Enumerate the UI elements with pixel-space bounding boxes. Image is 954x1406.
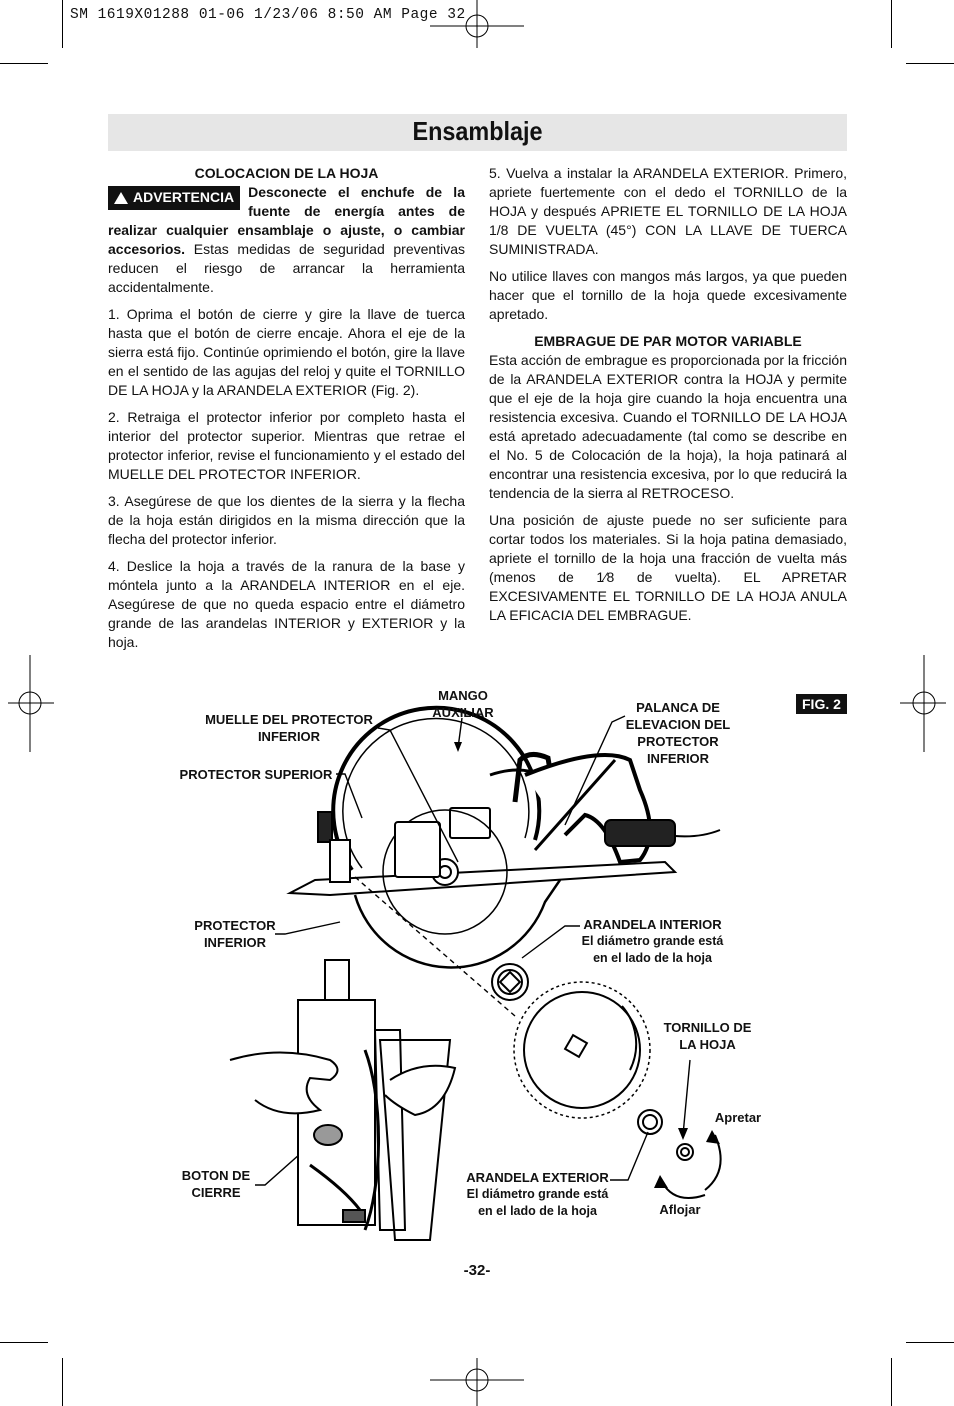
label-line: TORNILLO DE [663, 1020, 752, 1035]
step-5-text-b: DE VUELTA (45°) CON LA LLAVE DE TUERCA SUMINISTRADA. [489, 222, 847, 257]
label-line: INFERIOR [646, 751, 710, 766]
label-line: MUELLE DEL PROTECTOR [205, 712, 373, 727]
label-line: PROTECTOR [194, 918, 276, 933]
warning-bold-text: Desconecte el enchufe de la fuente de energía antes de realizar cualquier ensamblaje o ajuste, o cambiar accesorios. [108, 184, 465, 257]
section-heading: COLOCACION DE LA HOJA [194, 165, 379, 181]
page-number: -32- [463, 1262, 491, 1279]
step-3: 3. Asegúrese de que los dientes de la sierra y la flecha de la hoja están dirigidos en la misma dirección que la flecha del protector inferior. [108, 493, 465, 547]
step-1: 1. Oprima el botón de cierre y gire la llave de tuerca hasta que el botón de cierre encaje. Ahora el eje de la sierra está fijo. Continúe oprimiendo el botón, gire la llave en el sentido de las agujas del reloj y quite el TORNILLO DE LA HOJA y la ARANDELA EXTERIOR (Fig. 2). [108, 306, 465, 398]
label-line: PALANCA DE [636, 700, 720, 715]
adjust-paragraph: Una posición de ajuste puede no ser suficiente para cortar todos los materiales. Si la hoja patina demasiado, apriete el tornillo de la hoja una fracción de vuelta más (menos de 1⁄8 de vuelta). EL APRETAR EXCESIVAMENTE EL TORNILLO DE LA HOJA ANULA LA EFICACIA DEL EMBRAGUE. [489, 512, 847, 623]
label-line: PROTECTOR [637, 734, 719, 749]
label-line: INFERIOR [257, 729, 321, 744]
label-muelle-protector [200, 711, 378, 745]
label-line: INFERIOR [203, 935, 267, 950]
label-line: MANGO [438, 688, 488, 703]
clutch-paragraph: Esta acción de embrague es proporcionada por la fricción de la ARANDELA EXTERIOR contra la HOJA y permite que el eje de la hoja gire cuando la hoja encuentra una resistencia excesiva. Cuando el TORNILLO DE LA HOJA está apretado adecuadamente (tal como se describe en el No. 5 de Colocación de la hoja), la hoja patinará al encontrar una resistencia excesiva, por lo que reducirá la tendencia de la sierra al RETROCESO. [489, 352, 847, 501]
label-aflojar: Aflojar [659, 1202, 701, 1217]
label-line: en el lado de la hoja [478, 1204, 597, 1218]
figure-label: FIG. 2 [796, 694, 847, 714]
label-line: ARANDELA EXTERIOR [466, 1170, 609, 1185]
step-4: 4. Deslice la hoja a través de la ranura de la base y móntela junto a la ARANDELA INTERIOR en el eje. Asegúrese de que no queda espacio entre el diámetro grande de las arandelas INTERIOR y EXTERIOR y la hoja. [108, 558, 465, 650]
label-tornillo [660, 1019, 755, 1053]
label-line: en el lado de la hoja [593, 951, 712, 965]
section-heading-clutch: EMBRAGUE DE PAR MOTOR VARIABLE [534, 333, 802, 349]
label-arandela-exterior [455, 1169, 620, 1220]
warning-label: ADVERTENCIA [133, 189, 235, 205]
label-palanca [618, 699, 738, 767]
label-line: AUXILIAR [432, 705, 494, 720]
label-line: ELEVACION DEL [625, 717, 731, 732]
label-apretar: Apretar [714, 1110, 762, 1125]
step-2: 2. Retraiga el protector inferior por completo hasta el interior del protector superior. Mientras que retrae el protector inferior, revise el funcionamiento y el estado del MUELLE DEL PROTECTOR INFERIOR. [108, 409, 465, 482]
label-line: BOTON DE [181, 1168, 251, 1183]
label-line: LA HOJA [679, 1037, 736, 1052]
print-slug: SM 1619X01288 01-06 1/23/06 8:50 AM Page 32 [70, 7, 466, 23]
label-line: El diámetro grande está [581, 934, 724, 948]
label-mango-auxiliar [420, 687, 506, 721]
label-line: CIERRE [191, 1185, 241, 1200]
wrench-note: No utilice llaves con mangos más largos, ya que pueden hacer que el tornillo de la hoja quede excesivamente apretado. [489, 268, 847, 322]
label-arandela-interior [570, 916, 735, 967]
warning-text: Estas medidas de seguridad preventivas reducen el riesgo de arrancar la herramienta accidentalmente. [108, 241, 465, 295]
label-line: El diámetro grande está [466, 1187, 609, 1201]
page-title: Ensamblaje [412, 116, 543, 146]
label-boton-cierre [170, 1167, 262, 1201]
label-line: ARANDELA INTERIOR [583, 917, 722, 932]
fraction: 1/8 [489, 222, 509, 238]
step-5-text-a: 5. Vuelva a instalar la ARANDELA EXTERIOR. Primero, apriete fuertemente con el dedo el TORNILLO de la HOJA y después APRIETE EL TORNILLO DE LA HOJA [489, 165, 847, 219]
label-protector-superior: PROTECTOR SUPERIOR [179, 767, 333, 782]
label-protector-inferior [190, 917, 280, 951]
